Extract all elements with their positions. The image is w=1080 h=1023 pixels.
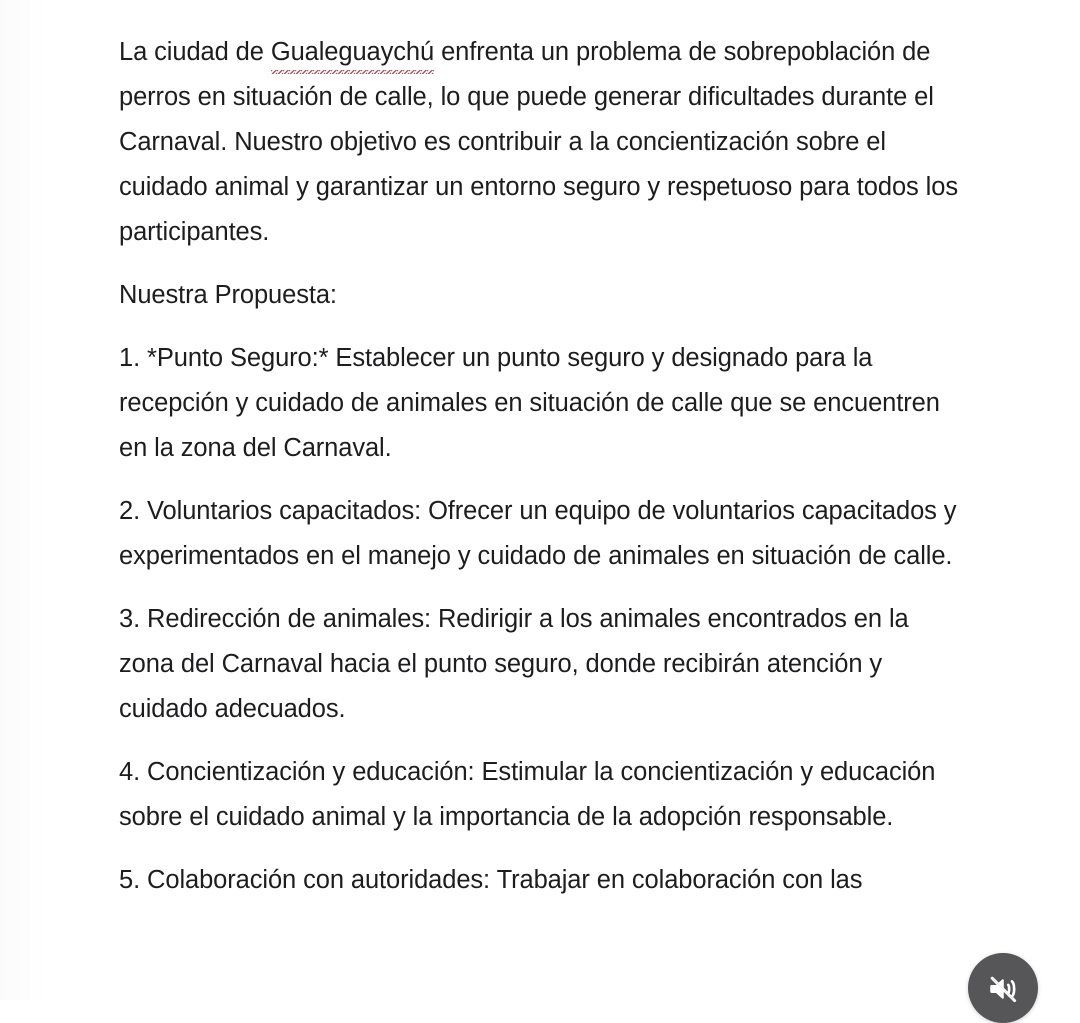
list-item-2: 2. Voluntarios capacitados: Ofrecer un equipo de voluntarios capacitados y experimentados en el manejo y cuidado de animales en situación de calle.: [119, 497, 957, 570]
paragraph-intro: [119, 30, 964, 255]
list-item-5: 5. Colaboración con autoridades: Trabajar en colaboración con las: [119, 866, 863, 894]
document-content: [119, 0, 964, 903]
misspelled-word-gualeguaychu[interactable]: Gualeguaychú: [271, 30, 434, 75]
speaker-mute-button[interactable]: [968, 953, 1038, 1023]
intro-text-after-misspelling: enfrenta un problema de sobrepoblación de perros en situación de calle, lo que puede generar dificultades durante el Carnaval. Nuestro objetivo es contribuir a la concientización sobre el cuidado animal y garantizar un entorno seguro y respetuoso para todos los participantes.: [119, 38, 958, 246]
list-item-3: 3. Redirección de animales: Redirigir a los animales encontrados en la zona del Carnaval hacia el punto seguro, donde recibirán atención y cuidado adecuados.: [119, 605, 909, 723]
list-item-1: 1. *Punto Seguro:* Establecer un punto seguro y designado para la recepción y cuidado de animales en situación de calle que se encuentren en la zona del Carnaval.: [119, 344, 940, 462]
intro-text-before-misspelling: La ciudad de: [119, 38, 271, 66]
list-item-4: 4. Concientización y educación: Estimular la concientización y educación sobre el cuidado animal y la importancia de la adopción responsable.: [119, 758, 936, 831]
speaker-mute-icon: [986, 970, 1020, 1006]
paragraph-proposal-heading: Nuestra Propuesta:: [119, 281, 337, 309]
